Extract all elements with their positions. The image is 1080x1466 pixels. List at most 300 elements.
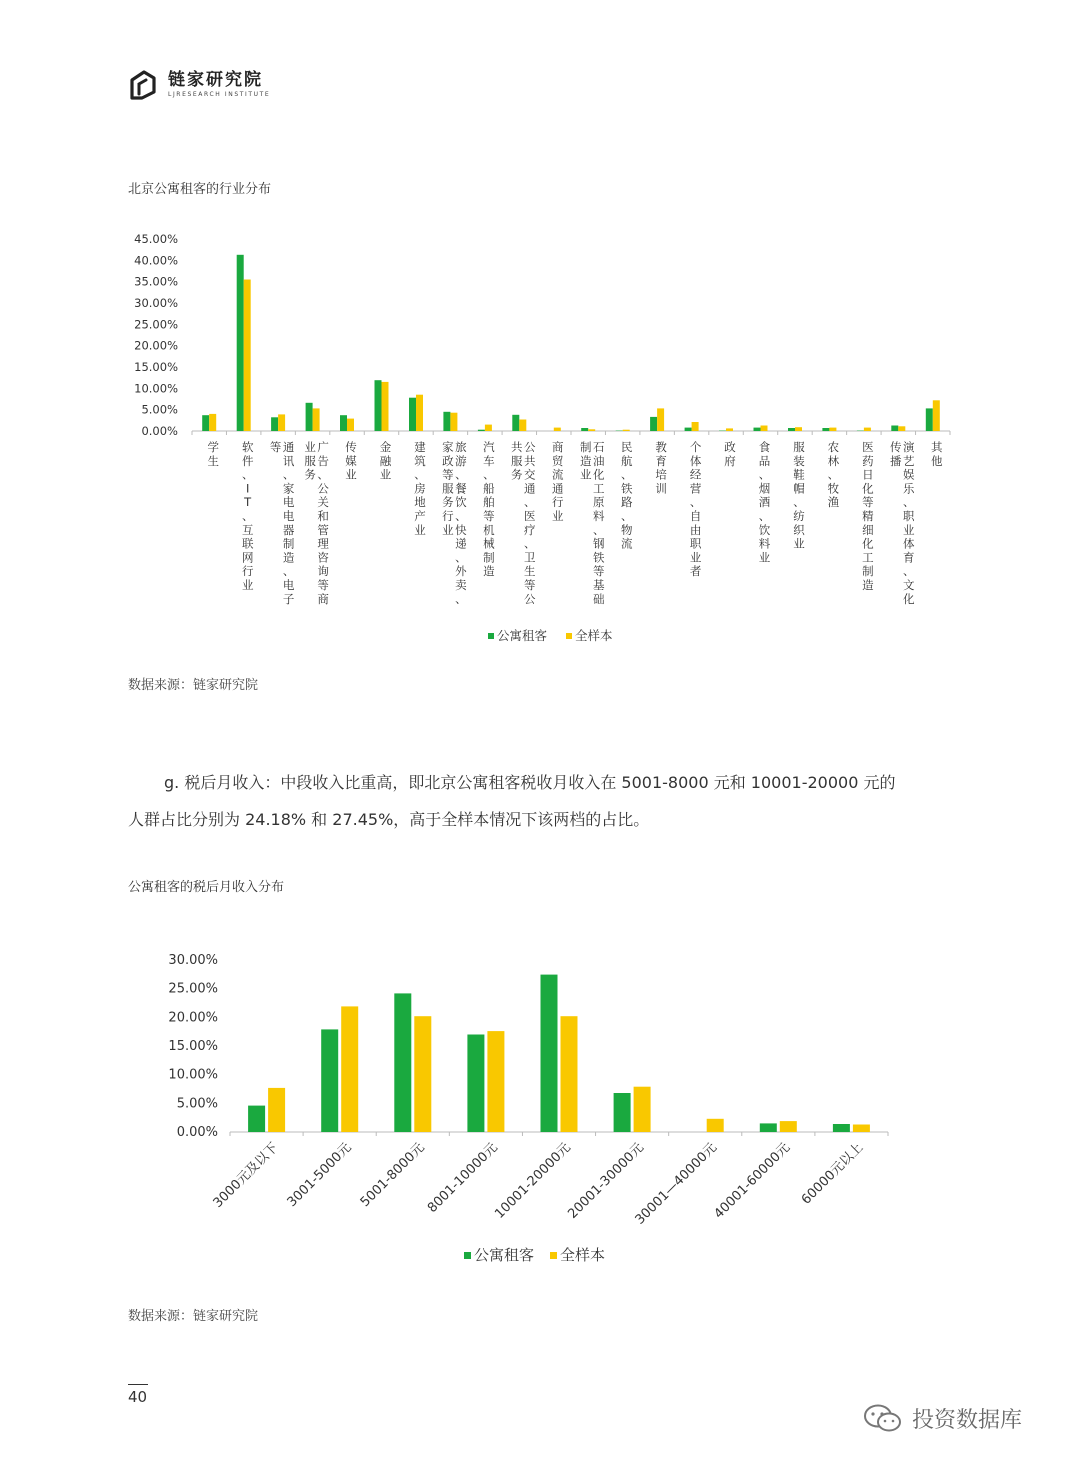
chart2-x-label: 40001-60000元 <box>711 1140 794 1222</box>
chart1-x-label-char: 、 <box>524 495 536 510</box>
chart1-legend-swatch-apartment <box>488 633 494 639</box>
chart1-x-label-char: 演 <box>903 440 915 454</box>
chart1-bar-apartment <box>788 428 795 431</box>
chart1-x-label-char: 业 <box>379 467 392 482</box>
chart1-x-label-char: 件 <box>241 453 254 468</box>
chart1-x-label-char: 互 <box>241 522 254 537</box>
chart1-x-label-char: 地 <box>414 495 426 510</box>
chart1-x-label-char: 业 <box>689 550 702 565</box>
chart1-x-label-char: 林 <box>827 453 840 468</box>
chart1-x-label-char: 公 <box>317 481 329 496</box>
chart1-bar-all <box>795 427 802 431</box>
chart1-x-label-char: 其 <box>931 440 943 454</box>
chart1-x-label-char: 、 <box>414 467 426 482</box>
chart1-x-label-char: 细 <box>862 522 874 537</box>
chart2-y-tick: 5.00% <box>176 1096 218 1112</box>
chart2-bar-apartment <box>760 1123 777 1132</box>
chart1-y-tick: 15.00% <box>134 360 178 374</box>
chart1-bar-apartment <box>409 398 416 431</box>
chart2-legend-swatch-all <box>550 1252 557 1259</box>
chart1-x-label-char: 旅 <box>455 440 467 454</box>
chart1-x-label-char: 、 <box>455 467 467 482</box>
chart1-x-label-char: 文 <box>903 578 915 592</box>
chart1-x-label-char: 子 <box>282 591 295 606</box>
chart1-x-label-char: 等 <box>862 495 874 510</box>
chart1-bar-all <box>519 420 526 432</box>
chart1-bar-all <box>761 426 768 432</box>
chart1-x-label-char: 造 <box>579 453 592 468</box>
chart1-x-label-char: 、 <box>455 550 467 565</box>
chart1-x-label-char: 由 <box>689 522 702 537</box>
chart1-x-label-char: 汽 <box>483 440 495 454</box>
page-number-rule <box>128 1384 148 1385</box>
chart1-x-label-char: 和 <box>317 509 329 523</box>
chart1-bar-apartment <box>237 255 244 431</box>
chart1-x-label-char: 电 <box>282 495 295 510</box>
chart1-bar-all <box>933 400 940 431</box>
chart1-x-label-char: 行 <box>552 495 564 510</box>
chart1-x-label-char: 通 <box>282 440 295 454</box>
chart1-x-label-char: 制 <box>862 564 874 579</box>
chart1-x-label-char: 房 <box>414 481 426 496</box>
chart1-x-label-char: 服 <box>511 453 523 468</box>
chart1-bar-all <box>692 422 699 431</box>
figure1-source: 数据来源：链家研究院 <box>128 678 259 693</box>
chart1-x-label-char: 公 <box>524 440 536 454</box>
income-paragraph <box>128 764 958 838</box>
chart1-x-label-char: 媒 <box>345 453 357 468</box>
chart1-x-label-char: 游 <box>455 453 467 468</box>
chart2-x-label: 60000元以上 <box>798 1140 867 1208</box>
chart1-x-label-char: 车 <box>483 453 495 468</box>
chart2-bar-apartment <box>467 1035 484 1133</box>
chart1-bar-apartment <box>685 428 692 431</box>
chart1-x-label-char: 训 <box>655 481 667 496</box>
chart1-x-label-char: 业 <box>903 522 915 537</box>
chart1-x-label-char: 酒 <box>758 495 771 510</box>
chart1-bar-all <box>726 428 733 431</box>
chart1-x-label-char: 商 <box>552 440 564 454</box>
chart1-x-label-char: 、 <box>317 467 329 482</box>
chart1-x-label-char: 、 <box>282 467 295 482</box>
watermark-text: 投资数据库 <box>912 1407 1023 1433</box>
chart1-x-label-char: 、 <box>592 522 605 537</box>
chart1-bar-all <box>864 428 871 431</box>
chart2-bar-apartment <box>614 1093 631 1132</box>
lianjia-logo-icon <box>126 68 160 102</box>
chart2-bar-apartment <box>321 1029 338 1132</box>
chart1-x-label-char: 播 <box>890 453 902 468</box>
chart2-x-label: 8001-10000元 <box>424 1140 501 1216</box>
chart1-x-label-char: 饮 <box>758 522 771 537</box>
chart1-x-label-char: T <box>244 495 252 510</box>
chart1-x-label-char: 业 <box>345 467 357 482</box>
chart2-y-tick: 30.00% <box>168 953 218 968</box>
chart2-bar-apartment <box>394 993 411 1132</box>
chart1-x-label-char: 卖 <box>455 578 467 592</box>
chart1-x-label-char: 建 <box>414 440 426 454</box>
chart1-x-label-char: 关 <box>317 495 329 510</box>
chart1-x-label-char: 生 <box>524 564 536 579</box>
chart1-x-label-char: 业 <box>304 440 316 454</box>
chart1-x-label-char: 路 <box>620 495 633 510</box>
chart2-x-label: 20001-30000元 <box>565 1140 647 1222</box>
chart1-x-label-char: 、 <box>903 564 915 579</box>
chart1-x-label-char: 化 <box>592 467 605 482</box>
chart1-x-label-char: 学 <box>207 440 219 454</box>
chart1-x-label-char: 培 <box>655 467 667 482</box>
chart1-x-label-char: 他 <box>931 453 943 468</box>
chart1-x-label-char: 府 <box>724 453 736 468</box>
chart2-bar-all <box>780 1121 797 1132</box>
chart1-x-label-char: 家 <box>442 440 454 454</box>
chart2-bar-all <box>561 1016 578 1132</box>
chart2-y-tick: 20.00% <box>168 1010 218 1026</box>
chart1-x-label-char: 业 <box>414 522 426 537</box>
chart1-x-label-char: 、 <box>455 591 467 606</box>
chart1-x-label-char: 油 <box>592 453 605 468</box>
chart1-x-label-char: 等 <box>524 578 536 592</box>
chart2-y-tick: 25.00% <box>168 981 218 997</box>
chart1-x-label-char: 等 <box>317 578 329 592</box>
paragraph-line2: 人群占比分别为 24.18% 和 27.45%，高于全样本情况下该两档的占比。 <box>128 810 650 829</box>
chart1-bar-apartment <box>822 428 829 431</box>
chart1-x-label-char: 行 <box>442 509 454 523</box>
chart1-x-label-char: 服 <box>793 440 805 454</box>
chart1-x-label-char: 育 <box>655 453 667 468</box>
chart1-bar-apartment <box>202 415 209 431</box>
chart1-legend-all: 全样本 <box>575 628 613 643</box>
chart1-x-label-char: 教 <box>655 440 667 454</box>
chart1-x-label-char: 石 <box>592 440 605 454</box>
chart2-y-tick: 10.00% <box>168 1067 218 1083</box>
chart1-x-label-char: 民 <box>620 440 633 454</box>
chart1-bar-apartment <box>340 415 347 431</box>
chart1-x-label-char: 制 <box>483 550 495 565</box>
chart1-x-label-char: 共 <box>524 453 536 468</box>
chart1-bar-all <box>485 425 492 431</box>
logo-chinese-name: 链家研究院 <box>168 70 263 90</box>
chart1-x-label-char: 服 <box>442 481 454 496</box>
chart1-x-label-char: 等 <box>483 509 495 523</box>
chart2-bar-all <box>268 1088 285 1132</box>
chart1-bar-all <box>657 408 664 431</box>
chart1-x-label-char: 械 <box>483 536 495 551</box>
wechat-watermark <box>862 1402 1022 1434</box>
chart2-bar-apartment <box>833 1124 850 1132</box>
chart1-x-label-char: 者 <box>689 564 702 579</box>
chart1-x-label-char: 、 <box>524 536 536 551</box>
chart1-x-label-char: 公 <box>524 591 536 606</box>
chart1-x-label-char: 铁 <box>592 550 605 565</box>
chart1-bar-apartment <box>512 415 519 431</box>
chart2-bar-all <box>634 1087 651 1132</box>
chart1-x-label-char: 政 <box>724 440 736 454</box>
chart1-x-label-char: 药 <box>862 453 874 468</box>
chart1-x-label-char: 、 <box>793 495 805 510</box>
chart1-x-label-char: 餐 <box>455 481 467 496</box>
chart1-bar-all <box>278 414 285 431</box>
chart1-x-label-char: 经 <box>689 467 702 482</box>
chart1-x-label-char: 、 <box>483 467 495 482</box>
chart1-x-label-char: 航 <box>620 453 633 468</box>
chart2-legend-all: 全样本 <box>560 1246 606 1264</box>
chart1-bar-apartment <box>306 403 313 431</box>
paragraph-line1: g. 税后月收入：中段收入比重高，即北京公寓租客税收月收入在 5001-8000 元和 10001-20000 元的 <box>164 773 896 792</box>
chart1-x-label-char: 服 <box>304 453 316 468</box>
chart1-x-label-char: 基 <box>592 578 605 592</box>
chart2-bar-all <box>853 1125 870 1133</box>
chart2-bar-all <box>487 1031 504 1132</box>
chart1-x-label-char: 铁 <box>620 481 633 496</box>
chart1-x-label-char: 、 <box>903 495 915 510</box>
chart1-x-label-char: 娱 <box>903 467 915 482</box>
chart1-legend-apartment: 公寓租客 <box>497 628 548 643</box>
chart1-y-tick: 10.00% <box>134 381 178 396</box>
chart1-x-label-char: 讯 <box>282 453 295 468</box>
chart1-x-label-char: 产 <box>414 509 426 523</box>
chart1-x-label-char: 制 <box>282 536 295 551</box>
chart1-y-tick: 0.00% <box>141 424 178 438</box>
chart1-x-label-char: 流 <box>552 467 564 482</box>
chart1-bar-all <box>588 429 595 431</box>
chart1-x-label-char: 机 <box>483 522 495 537</box>
chart1-x-label-char: 务 <box>511 467 523 482</box>
chart1-x-label-char: 电 <box>282 509 295 523</box>
chart1-x-label-char: 化 <box>862 536 874 551</box>
chart1-x-label-char: 业 <box>442 522 454 537</box>
chart1-x-label-char: 烟 <box>758 481 771 496</box>
chart1-x-label-char: 原 <box>592 495 605 510</box>
chart1-x-label-char: 、 <box>282 564 295 579</box>
chart1-bar-all <box>244 280 251 432</box>
chart1-x-label-char: 料 <box>592 509 605 523</box>
chart1-x-label-char: 乐 <box>903 481 915 496</box>
chart1-x-label-char: 流 <box>620 536 633 551</box>
chart1-y-tick: 25.00% <box>134 317 178 332</box>
chart2-x-label: 5001-8000元 <box>357 1140 428 1211</box>
chart2-y-tick: 15.00% <box>168 1039 218 1054</box>
chart1-x-label-char: 软 <box>241 440 254 454</box>
chart1-x-label-char: 装 <box>793 453 805 468</box>
chart1-x-label-char: 营 <box>689 481 702 496</box>
chart1-x-label-char: 共 <box>511 440 523 454</box>
chart1-x-label-char: 政 <box>442 453 454 468</box>
chart1-x-label-char: 舶 <box>483 495 495 510</box>
chart1-y-tick: 5.00% <box>141 402 178 417</box>
brand-logo <box>126 68 270 102</box>
chart1-x-label-char: 职 <box>903 509 915 523</box>
chart1-bar-all <box>209 414 216 431</box>
chart1-x-label-char: 品 <box>758 453 771 468</box>
chart1-x-label-char: 等 <box>442 467 454 482</box>
chart1-x-label-char: 疗 <box>524 522 536 537</box>
industry-distribution-chart <box>120 222 960 652</box>
chart1-x-label-char: 料 <box>758 536 771 551</box>
chart1-x-label-char: 食 <box>758 440 771 454</box>
wechat-icon <box>862 1402 904 1434</box>
chart1-x-label-char: 递 <box>455 536 467 551</box>
chart1-x-label-char: 体 <box>903 536 915 551</box>
figure2-title: 公寓租客的税后月收入分布 <box>128 880 285 895</box>
chart1-bar-all <box>347 419 354 431</box>
chart1-y-tick: 45.00% <box>134 232 178 246</box>
chart1-bar-all <box>450 413 457 431</box>
chart1-x-label-char: 贸 <box>552 453 564 468</box>
chart2-y-tick: 0.00% <box>176 1125 218 1140</box>
chart1-x-label-char: 业 <box>579 467 592 482</box>
chart1-bar-all <box>554 428 561 431</box>
chart1-x-label-char: 工 <box>862 550 874 565</box>
chart1-x-label-char: 交 <box>524 467 536 482</box>
chart1-bar-all <box>623 430 630 431</box>
chart2-bar-all <box>341 1006 358 1132</box>
chart1-x-label-char: 融 <box>379 453 392 468</box>
chart1-bar-apartment <box>650 417 657 431</box>
chart1-x-label-char: 管 <box>317 522 329 537</box>
chart1-x-label-char: 医 <box>524 509 536 523</box>
chart2-legend-apartment: 公寓租客 <box>474 1246 535 1264</box>
chart1-x-label-char: 商 <box>317 591 329 606</box>
chart1-bar-all <box>313 408 320 431</box>
chart1-x-label-char: 医 <box>862 440 874 454</box>
figure1-title: 北京公寓租客的行业分布 <box>128 182 272 197</box>
chart1-x-label-char: 织 <box>793 522 805 537</box>
chart2-bar-apartment <box>541 975 558 1132</box>
chart1-x-label-char: 行 <box>241 564 254 579</box>
chart1-x-label-char: 鞋 <box>793 467 805 482</box>
chart1-bar-apartment <box>443 412 450 431</box>
chart1-x-label-char: 、 <box>620 509 633 523</box>
chart1-x-label-char: 精 <box>862 509 874 523</box>
chart2-x-label: 3000元及以下 <box>210 1140 282 1211</box>
chart2-x-label: 10001-20000元 <box>492 1140 574 1222</box>
chart2-x-label: 3001-5000元 <box>284 1140 355 1211</box>
chart1-x-label-char: 造 <box>862 578 874 592</box>
chart1-x-label-char: 卫 <box>524 550 536 565</box>
chart1-bar-apartment <box>271 417 278 431</box>
chart1-x-label-char: 理 <box>317 536 329 551</box>
chart2-bar-all <box>414 1016 431 1132</box>
chart1-x-label-char: 钢 <box>592 536 605 551</box>
figure2-source: 数据来源：链家研究院 <box>128 1309 259 1324</box>
chart1-x-label-char: 、 <box>758 467 771 482</box>
chart1-x-label-char: 、 <box>241 509 254 523</box>
chart1-x-label-char: 船 <box>483 481 495 496</box>
chart1-x-label-char: 等 <box>592 564 605 579</box>
chart1-x-label-char: 、 <box>758 509 771 523</box>
chart1-x-label-char: 务 <box>304 467 316 482</box>
chart1-x-label-char: 化 <box>903 591 915 606</box>
chart1-x-label-char: 业 <box>552 509 564 523</box>
chart1-x-label-char: 网 <box>241 550 254 565</box>
chart1-x-label-char: 外 <box>455 564 467 579</box>
chart1-x-label-char: 牧 <box>827 481 840 496</box>
chart1-x-label-char: 艺 <box>903 453 915 468</box>
chart1-x-label-char: 广 <box>317 440 329 454</box>
chart1-x-label-char: 渔 <box>827 495 840 510</box>
chart1-x-label-char: 业 <box>241 578 254 592</box>
chart2-bar-all <box>707 1119 724 1132</box>
chart2-bar-apartment <box>248 1106 265 1132</box>
chart1-x-label-char: 、 <box>241 467 254 482</box>
chart1-x-label-char: 器 <box>282 522 295 537</box>
chart1-x-label-char: 造 <box>282 550 295 565</box>
chart1-x-label-char: 物 <box>620 522 633 537</box>
chart1-y-tick: 20.00% <box>134 338 178 353</box>
page-number: 40 <box>128 1388 148 1406</box>
logo-english-name: LJRESEARCH INSTITUTE <box>168 91 271 98</box>
chart1-x-label-char: 个 <box>689 440 702 454</box>
chart1-y-tick: 30.00% <box>134 296 178 310</box>
chart1-x-label-char: 、 <box>455 509 467 523</box>
chart1-x-label-char: 职 <box>689 536 702 551</box>
chart1-x-label-char: 金 <box>379 440 392 454</box>
chart1-x-label-char: 生 <box>207 453 219 468</box>
chart1-bar-apartment <box>754 428 761 431</box>
chart1-bar-apartment <box>375 380 382 431</box>
chart1-x-label-char: 快 <box>455 522 467 537</box>
chart1-x-label-char: 造 <box>483 564 495 579</box>
chart1-x-label-char: 筑 <box>414 453 426 468</box>
chart1-x-label-char: 育 <box>903 550 915 565</box>
chart2-legend-swatch-apartment <box>464 1252 471 1259</box>
chart1-bar-all <box>898 426 905 431</box>
chart1-x-label-char: 询 <box>317 564 329 579</box>
chart1-bar-all <box>416 395 423 431</box>
chart1-x-label-char: 家 <box>282 481 295 496</box>
chart1-x-label-char: 传 <box>890 440 902 454</box>
chart1-x-label-char: 传 <box>345 440 357 454</box>
chart1-x-label-char: 通 <box>552 481 564 496</box>
chart1-x-label-char: 电 <box>282 578 295 592</box>
chart1-legend-swatch-all <box>566 633 572 639</box>
chart1-x-label-char: 、 <box>689 495 702 510</box>
chart1-bar-apartment <box>581 428 588 431</box>
chart1-x-label-char: 业 <box>793 536 805 551</box>
chart1-x-label-char: 、 <box>620 467 633 482</box>
chart1-bar-apartment <box>926 408 933 431</box>
chart1-x-label-char: I <box>245 481 250 496</box>
chart1-x-label-char: 化 <box>862 481 874 496</box>
chart1-x-label-char: 联 <box>241 536 254 551</box>
chart1-x-label-char: 咨 <box>317 550 329 565</box>
chart1-x-label-char: 等 <box>269 440 282 454</box>
chart1-x-label-char: 纺 <box>793 509 805 523</box>
chart1-x-label-char: 饮 <box>455 495 467 510</box>
chart1-x-label-char: 通 <box>524 481 536 496</box>
chart1-bar-all <box>382 382 389 431</box>
chart1-bar-apartment <box>478 430 485 431</box>
chart1-x-label-char: 告 <box>317 453 329 468</box>
chart1-x-label-char: 制 <box>579 440 592 454</box>
chart1-bar-apartment <box>891 426 898 432</box>
chart1-x-label-char: 日 <box>862 467 874 482</box>
chart1-x-label-char: 农 <box>827 440 840 454</box>
chart1-bar-all <box>829 428 836 431</box>
chart1-x-label-char: 、 <box>827 467 840 482</box>
chart1-x-label-char: 业 <box>758 550 771 565</box>
chart2-x-label: 30001—40000元 <box>632 1140 721 1228</box>
chart1-y-tick: 40.00% <box>134 253 178 268</box>
chart1-x-label-char: 体 <box>689 453 702 468</box>
chart1-y-tick: 35.00% <box>134 274 178 289</box>
chart1-x-label-char: 工 <box>592 481 605 496</box>
income-distribution-chart <box>120 940 960 1280</box>
chart1-x-label-char: 础 <box>592 591 605 606</box>
chart1-x-label-char: 自 <box>689 509 702 523</box>
chart1-x-label-char: 务 <box>442 495 454 510</box>
